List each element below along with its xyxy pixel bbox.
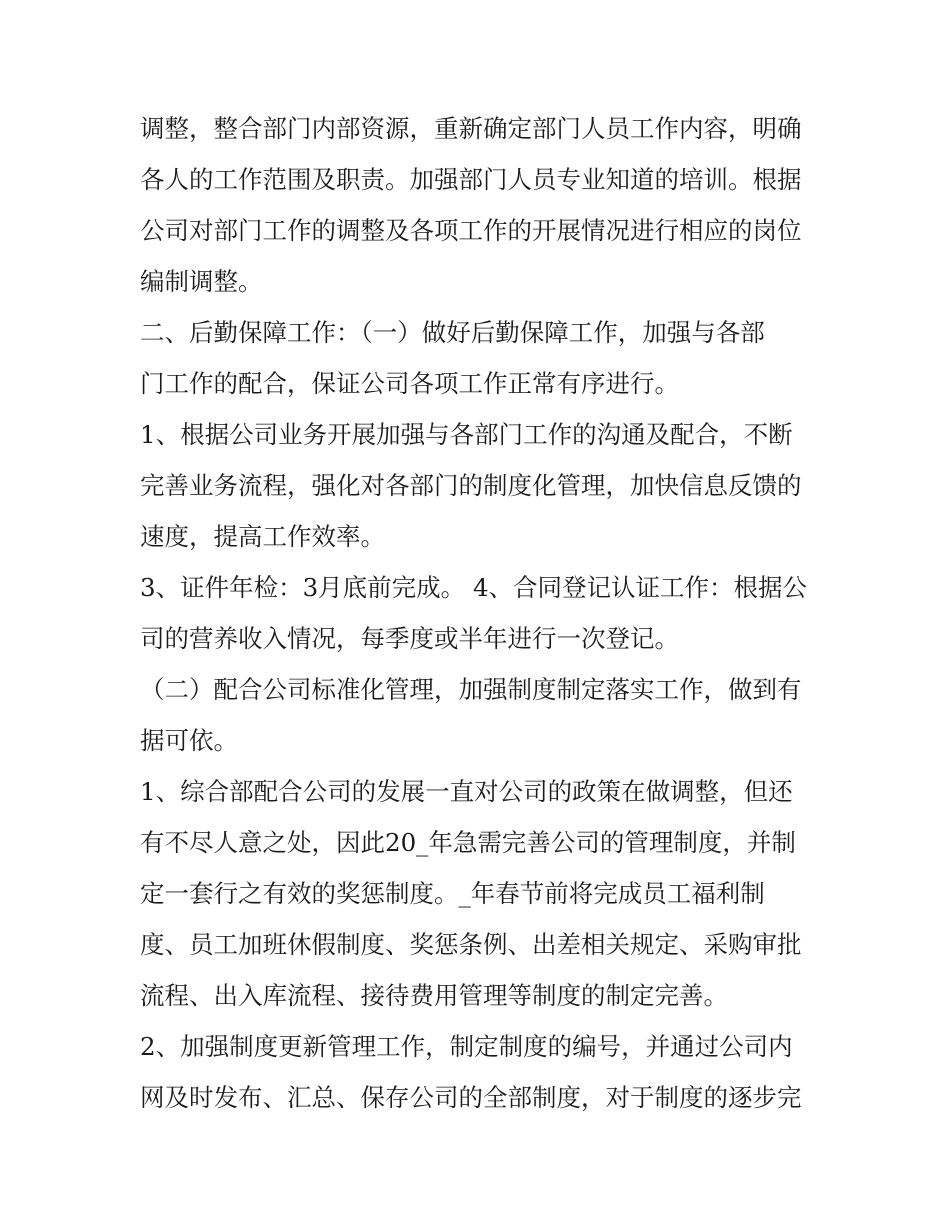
text-line: 有不尽人意之处，因此20_年急需完善公司的管理制度，并制	[140, 828, 796, 857]
text-line: 公司对部门工作的调整及各项工作的开展情况进行相应的岗位	[140, 216, 802, 245]
text-line: 据可依。	[140, 726, 238, 755]
text-line: 编制调整。	[140, 267, 263, 296]
text-line: 定一套行之有效的奖惩制度。_年春节前将完成员工福利制	[140, 879, 765, 908]
list-item-line: 2、加强制度更新管理工作，制定制度的编号，并通过公司内	[140, 1032, 793, 1061]
document-body	[140, 103, 820, 1123]
text-line: 完善业务流程，强化对各部门的制度化管理，加快信息反馈的	[140, 471, 802, 500]
text-line: 门工作的配合，保证公司各项工作正常有序进行。	[140, 369, 679, 398]
text-line: 司的营养收入情况，每季度或半年进行一次登记。	[140, 624, 679, 653]
list-item-line: 1、综合部配合公司的发展一直对公司的政策在做调整，但还	[140, 777, 793, 806]
text-line: 各人的工作范围及职责。加强部门人员专业知道的培训。根据	[140, 165, 802, 194]
list-item-line: 1、根据公司业务开展加强与各部门工作的沟通及配合，不断	[140, 420, 793, 449]
text-line: 流程、出入库流程、接待费用管理等制度的制定完善。	[140, 981, 728, 1010]
subsection-heading-line: （二）配合公司标准化管理，加强制度制定落实工作，做到有	[140, 675, 802, 704]
text-line: 网及时发布、汇总、保存公司的全部制度，对于制度的逐步完	[140, 1083, 802, 1112]
text-line: 速度，提高工作效率。	[140, 522, 385, 551]
section-heading-line: 二、后勤保障工作：（一）做好后勤保障工作，加强与各部	[140, 318, 765, 347]
text-line: 度、员工加班休假制度、奖惩条例、出差相关规定、采购审批	[140, 930, 802, 959]
list-item-line: 3、证件年检：3月底前完成。 4、合同登记认证工作：根据公	[140, 573, 808, 602]
text-line: 调整，整合部门内部资源，重新确定部门人员工作内容，明确	[140, 114, 802, 143]
